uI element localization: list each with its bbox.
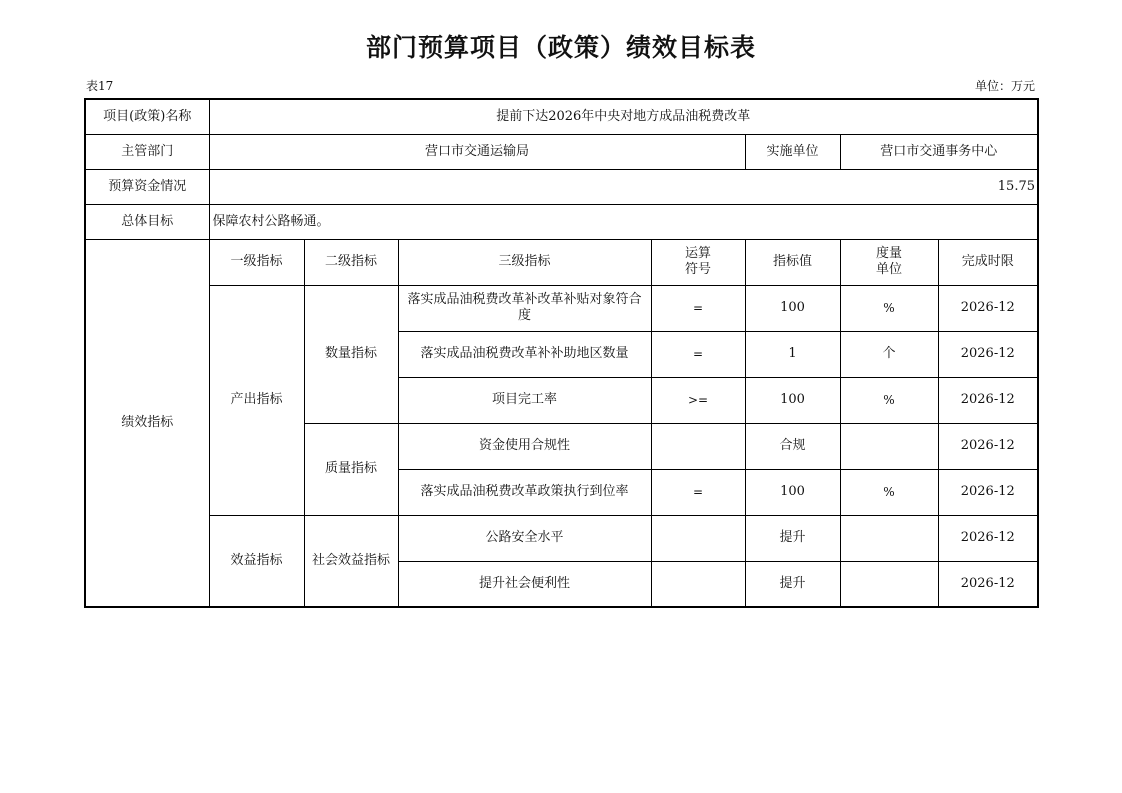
level3-cell: 落实成品油税费改革补改革补贴对象符合度 (398, 285, 651, 331)
table-number: 表17 (86, 79, 114, 93)
unit-label: 单位：万元 (974, 79, 1035, 93)
operator-cell: = (651, 469, 745, 515)
level3-cell: 项目完工率 (398, 377, 651, 423)
level3-cell: 落实成品油税费改革补补助地区数量 (398, 331, 651, 377)
exec-unit-label: 实施单位 (745, 134, 840, 169)
value-cell: 提升 (745, 515, 840, 561)
exec-unit-value: 营口市交通事务中心 (840, 134, 1038, 169)
indicators-section-label: 绩效指标 (85, 239, 209, 607)
operator-cell (651, 515, 745, 561)
budget-label: 预算资金情况 (85, 169, 209, 204)
header-level2: 二级指标 (304, 239, 398, 285)
performance-target-table (84, 98, 1039, 608)
unit-cell (840, 561, 938, 607)
unit-cell: 个 (840, 331, 938, 377)
deadline-cell: 2026-12 (938, 377, 1038, 423)
value-cell: 100 (745, 469, 840, 515)
value-cell: 100 (745, 285, 840, 331)
project-name-label: 项目(政策)名称 (85, 99, 209, 134)
project-name-value: 提前下达2026年中央对地方成品油税费改革 (209, 99, 1038, 134)
value-cell: 合规 (745, 423, 840, 469)
level2-cell: 质量指标 (304, 423, 398, 515)
level2-cell: 数量指标 (304, 285, 398, 423)
goal-value: 保障农村公路畅通。 (209, 204, 1038, 239)
header-unit: 度量 单位 (840, 239, 938, 285)
deadline-cell: 2026-12 (938, 469, 1038, 515)
deadline-cell: 2026-12 (938, 331, 1038, 377)
deadline-cell: 2026-12 (938, 423, 1038, 469)
operator-cell: = (651, 285, 745, 331)
operator-cell: = (651, 331, 745, 377)
header-operator: 运算 符号 (651, 239, 745, 285)
header-level1: 一级指标 (209, 239, 304, 285)
header-level3: 三级指标 (398, 239, 651, 285)
operator-cell (651, 423, 745, 469)
level3-cell: 提升社会便利性 (398, 561, 651, 607)
budget-value: 15.75 (209, 169, 1038, 204)
dept-value: 营口市交通运输局 (209, 134, 745, 169)
operator-cell (651, 561, 745, 607)
unit-cell (840, 423, 938, 469)
deadline-cell: 2026-12 (938, 515, 1038, 561)
deadline-cell: 2026-12 (938, 561, 1038, 607)
page-title: 部门预算项目（政策）绩效目标表 (365, 33, 756, 62)
header-deadline: 完成时限 (938, 239, 1038, 285)
unit-cell: % (840, 469, 938, 515)
unit-cell: % (840, 285, 938, 331)
goal-label: 总体目标 (85, 204, 209, 239)
unit-cell (840, 515, 938, 561)
level3-cell: 资金使用合规性 (398, 423, 651, 469)
unit-cell: % (840, 377, 938, 423)
level2-cell: 社会效益指标 (304, 515, 398, 607)
value-cell: 100 (745, 377, 840, 423)
header-value: 指标值 (745, 239, 840, 285)
level1-cell: 产出指标 (209, 285, 304, 515)
value-cell: 提升 (745, 561, 840, 607)
operator-cell: >= (651, 377, 745, 423)
value-cell: 1 (745, 331, 840, 377)
level1-cell: 效益指标 (209, 515, 304, 607)
level3-cell: 公路安全水平 (398, 515, 651, 561)
deadline-cell: 2026-12 (938, 285, 1038, 331)
dept-label: 主管部门 (85, 134, 209, 169)
level3-cell: 落实成品油税费改革政策执行到位率 (398, 469, 651, 515)
